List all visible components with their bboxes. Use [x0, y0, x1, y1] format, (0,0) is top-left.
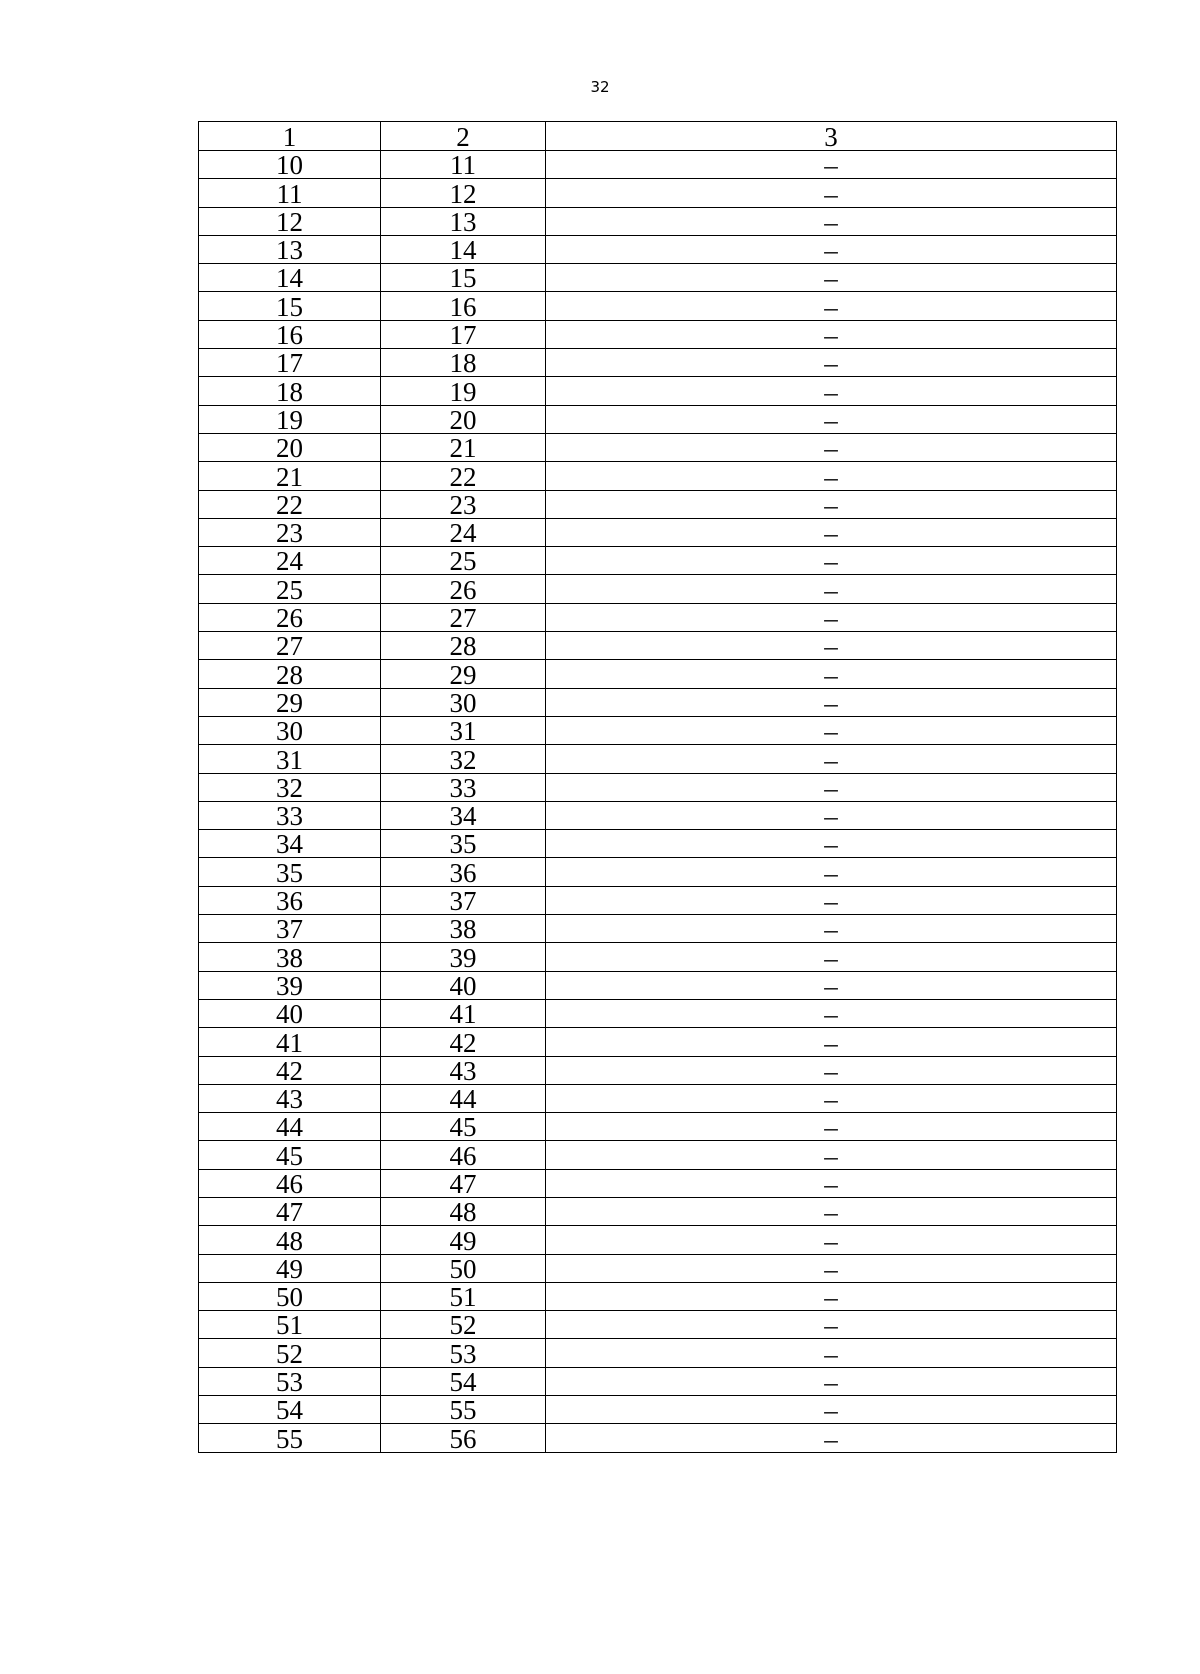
table-cell-col-2: 25: [381, 547, 546, 575]
table-cell-col-1: 36: [199, 886, 381, 914]
table-cell-col-2: 38: [381, 915, 546, 943]
table-cell-col-2: 20: [381, 405, 546, 433]
table-cell-col-2: 33: [381, 773, 546, 801]
table-cell-col-3: –: [546, 688, 1117, 716]
table-row: [199, 292, 1117, 320]
table-cell-col-1: 39: [199, 971, 381, 999]
header-cell-col-1: 1: [199, 122, 381, 151]
table-cell-col-1: 41: [199, 1028, 381, 1056]
table-cell-col-3: –: [546, 490, 1117, 518]
table-cell-col-1: 34: [199, 830, 381, 858]
table-cell-col-3: –: [546, 1226, 1117, 1254]
table-cell-col-1: 44: [199, 1113, 381, 1141]
table-cell-col-1: 46: [199, 1169, 381, 1197]
table-row: [199, 886, 1117, 914]
table-cell-col-2: 53: [381, 1339, 546, 1367]
table-row: [199, 801, 1117, 829]
table-row: [199, 1311, 1117, 1339]
table-row: [199, 264, 1117, 292]
table-cell-col-3: –: [546, 405, 1117, 433]
table-cell-col-2: 54: [381, 1367, 546, 1395]
table-cell-col-3: –: [546, 915, 1117, 943]
table-row: [199, 858, 1117, 886]
table-cell-col-2: 14: [381, 235, 546, 263]
table-row: [199, 405, 1117, 433]
table-cell-col-2: 15: [381, 264, 546, 292]
data-table: [198, 121, 1117, 1453]
table-cell-col-2: 46: [381, 1141, 546, 1169]
table-row: [199, 349, 1117, 377]
table-row: [199, 1396, 1117, 1424]
table-row: [199, 745, 1117, 773]
table-row: [199, 603, 1117, 631]
table-cell-col-2: 49: [381, 1226, 546, 1254]
table-cell-col-1: 38: [199, 943, 381, 971]
table-cell-col-3: –: [546, 1339, 1117, 1367]
table-cell-col-2: 51: [381, 1282, 546, 1310]
table-cell-col-3: –: [546, 1311, 1117, 1339]
table-cell-col-1: 24: [199, 547, 381, 575]
table-cell-col-1: 55: [199, 1424, 381, 1452]
table-cell-col-1: 25: [199, 575, 381, 603]
table-row: [199, 490, 1117, 518]
table-cell-col-2: 19: [381, 377, 546, 405]
table-row: [199, 1367, 1117, 1395]
table-cell-col-3: –: [546, 971, 1117, 999]
table-cell-col-3: –: [546, 660, 1117, 688]
table-cell-col-3: –: [546, 1197, 1117, 1225]
table-row: [199, 915, 1117, 943]
table-cell-col-3: –: [546, 716, 1117, 744]
table-row: [199, 433, 1117, 461]
table-cell-col-2: 21: [381, 433, 546, 461]
table-cell-col-1: 15: [199, 292, 381, 320]
table-cell-col-3: –: [546, 1424, 1117, 1452]
table-cell-col-3: –: [546, 151, 1117, 179]
table-cell-col-1: 48: [199, 1226, 381, 1254]
table-cell-col-1: 19: [199, 405, 381, 433]
table-cell-col-3: –: [546, 632, 1117, 660]
table-body: [199, 122, 1117, 1453]
table-cell-col-2: 30: [381, 688, 546, 716]
table-cell-col-2: 45: [381, 1113, 546, 1141]
table-cell-col-1: 37: [199, 915, 381, 943]
table-cell-col-3: –: [546, 264, 1117, 292]
table-cell-col-3: –: [546, 547, 1117, 575]
table-cell-col-2: 48: [381, 1197, 546, 1225]
table-cell-col-2: 55: [381, 1396, 546, 1424]
table-row: [199, 943, 1117, 971]
table-cell-col-2: 23: [381, 490, 546, 518]
table-cell-col-2: 16: [381, 292, 546, 320]
header-cell-col-2: 2: [381, 122, 546, 151]
table-row: [199, 1084, 1117, 1112]
table-cell-col-2: 24: [381, 518, 546, 546]
table-cell-col-3: –: [546, 1367, 1117, 1395]
table-cell-col-1: 51: [199, 1311, 381, 1339]
table-cell-col-3: –: [546, 1169, 1117, 1197]
table-cell-col-1: 28: [199, 660, 381, 688]
table-cell-col-3: –: [546, 292, 1117, 320]
table-cell-col-1: 47: [199, 1197, 381, 1225]
table-cell-col-1: 53: [199, 1367, 381, 1395]
table-cell-col-3: –: [546, 830, 1117, 858]
table-cell-col-3: –: [546, 320, 1117, 348]
table-cell-col-2: 37: [381, 886, 546, 914]
table-cell-col-3: –: [546, 377, 1117, 405]
table-cell-col-3: –: [546, 1056, 1117, 1084]
table-cell-col-3: –: [546, 462, 1117, 490]
table-row: [199, 1056, 1117, 1084]
table-cell-col-1: 17: [199, 349, 381, 377]
table-row: [199, 1113, 1117, 1141]
table-cell-col-1: 26: [199, 603, 381, 631]
table-row: [199, 1282, 1117, 1310]
table-cell-col-1: 11: [199, 179, 381, 207]
table-row: [199, 377, 1117, 405]
table-cell-col-1: 14: [199, 264, 381, 292]
table-cell-col-2: 44: [381, 1084, 546, 1112]
table-cell-col-2: 28: [381, 632, 546, 660]
table-cell-col-2: 36: [381, 858, 546, 886]
table-cell-col-2: 31: [381, 716, 546, 744]
table-row: [199, 632, 1117, 660]
page-number: 32: [590, 78, 610, 96]
table-row: [199, 462, 1117, 490]
header-cell-col-3: 3: [546, 122, 1117, 151]
table-cell-col-1: 45: [199, 1141, 381, 1169]
table-cell-col-2: 26: [381, 575, 546, 603]
table-row: [199, 999, 1117, 1027]
table-cell-col-1: 12: [199, 207, 381, 235]
table-cell-col-2: 11: [381, 151, 546, 179]
table-cell-col-1: 54: [199, 1396, 381, 1424]
table-cell-col-1: 50: [199, 1282, 381, 1310]
table-cell-col-3: –: [546, 1113, 1117, 1141]
table-cell-col-1: 43: [199, 1084, 381, 1112]
table-cell-col-2: 18: [381, 349, 546, 377]
table-cell-col-2: 34: [381, 801, 546, 829]
table-cell-col-3: –: [546, 575, 1117, 603]
table-cell-col-2: 35: [381, 830, 546, 858]
table-row: [199, 1028, 1117, 1056]
table-cell-col-1: 10: [199, 151, 381, 179]
table-cell-col-1: 18: [199, 377, 381, 405]
table-cell-col-3: –: [546, 207, 1117, 235]
table-row: [199, 1197, 1117, 1225]
table-row: [199, 547, 1117, 575]
table-cell-col-3: –: [546, 1084, 1117, 1112]
table-cell-col-2: 41: [381, 999, 546, 1027]
table-cell-col-3: –: [546, 1396, 1117, 1424]
table-cell-col-3: –: [546, 773, 1117, 801]
table-cell-col-3: –: [546, 349, 1117, 377]
table-cell-col-3: –: [546, 745, 1117, 773]
table-cell-col-1: 52: [199, 1339, 381, 1367]
table-cell-col-2: 39: [381, 943, 546, 971]
table-cell-col-1: 29: [199, 688, 381, 716]
table-row: [199, 773, 1117, 801]
table-cell-col-1: 49: [199, 1254, 381, 1282]
table-cell-col-1: 22: [199, 490, 381, 518]
table-row: [199, 830, 1117, 858]
table-cell-col-2: 17: [381, 320, 546, 348]
table-cell-col-2: 40: [381, 971, 546, 999]
table-row: [199, 179, 1117, 207]
table-row: [199, 207, 1117, 235]
table-row: [199, 320, 1117, 348]
table-cell-col-1: 13: [199, 235, 381, 263]
table-header-row: [199, 122, 1117, 151]
table-cell-col-1: 40: [199, 999, 381, 1027]
table-cell-col-2: 12: [381, 179, 546, 207]
table-cell-col-1: 30: [199, 716, 381, 744]
table-row: [199, 151, 1117, 179]
table-cell-col-1: 27: [199, 632, 381, 660]
table-cell-col-3: –: [546, 518, 1117, 546]
table-row: [199, 1254, 1117, 1282]
table-row: [199, 235, 1117, 263]
table-cell-col-3: –: [546, 801, 1117, 829]
table-cell-col-2: 56: [381, 1424, 546, 1452]
table-cell-col-1: 21: [199, 462, 381, 490]
table-row: [199, 1339, 1117, 1367]
table-cell-col-3: –: [546, 433, 1117, 461]
table-cell-col-1: 31: [199, 745, 381, 773]
table-cell-col-1: 20: [199, 433, 381, 461]
table-cell-col-1: 42: [199, 1056, 381, 1084]
table-row: [199, 518, 1117, 546]
table-row: [199, 1141, 1117, 1169]
table-row: [199, 660, 1117, 688]
table-cell-col-2: 52: [381, 1311, 546, 1339]
table-row: [199, 1169, 1117, 1197]
table-cell-col-2: 47: [381, 1169, 546, 1197]
table-cell-col-2: 13: [381, 207, 546, 235]
table-cell-col-3: –: [546, 603, 1117, 631]
table-cell-col-1: 33: [199, 801, 381, 829]
table-row: [199, 575, 1117, 603]
table-cell-col-1: 16: [199, 320, 381, 348]
table-row: [199, 688, 1117, 716]
table-cell-col-1: 23: [199, 518, 381, 546]
table-cell-col-3: –: [546, 858, 1117, 886]
table-cell-col-2: 29: [381, 660, 546, 688]
table-cell-col-3: –: [546, 999, 1117, 1027]
table-row: [199, 716, 1117, 744]
table-cell-col-3: –: [546, 1141, 1117, 1169]
table-cell-col-2: 43: [381, 1056, 546, 1084]
table-cell-col-2: 50: [381, 1254, 546, 1282]
table-cell-col-3: –: [546, 886, 1117, 914]
table-cell-col-2: 22: [381, 462, 546, 490]
table-row: [199, 1226, 1117, 1254]
table-row: [199, 971, 1117, 999]
table-cell-col-3: –: [546, 179, 1117, 207]
table-cell-col-2: 32: [381, 745, 546, 773]
table-cell-col-3: –: [546, 1028, 1117, 1056]
table-cell-col-3: –: [546, 1282, 1117, 1310]
table-cell-col-2: 27: [381, 603, 546, 631]
table-cell-col-2: 42: [381, 1028, 546, 1056]
table-cell-col-3: –: [546, 1254, 1117, 1282]
table-cell-col-3: –: [546, 943, 1117, 971]
table-cell-col-1: 35: [199, 858, 381, 886]
table-row: [199, 1424, 1117, 1452]
table-cell-col-1: 32: [199, 773, 381, 801]
table-cell-col-3: –: [546, 235, 1117, 263]
